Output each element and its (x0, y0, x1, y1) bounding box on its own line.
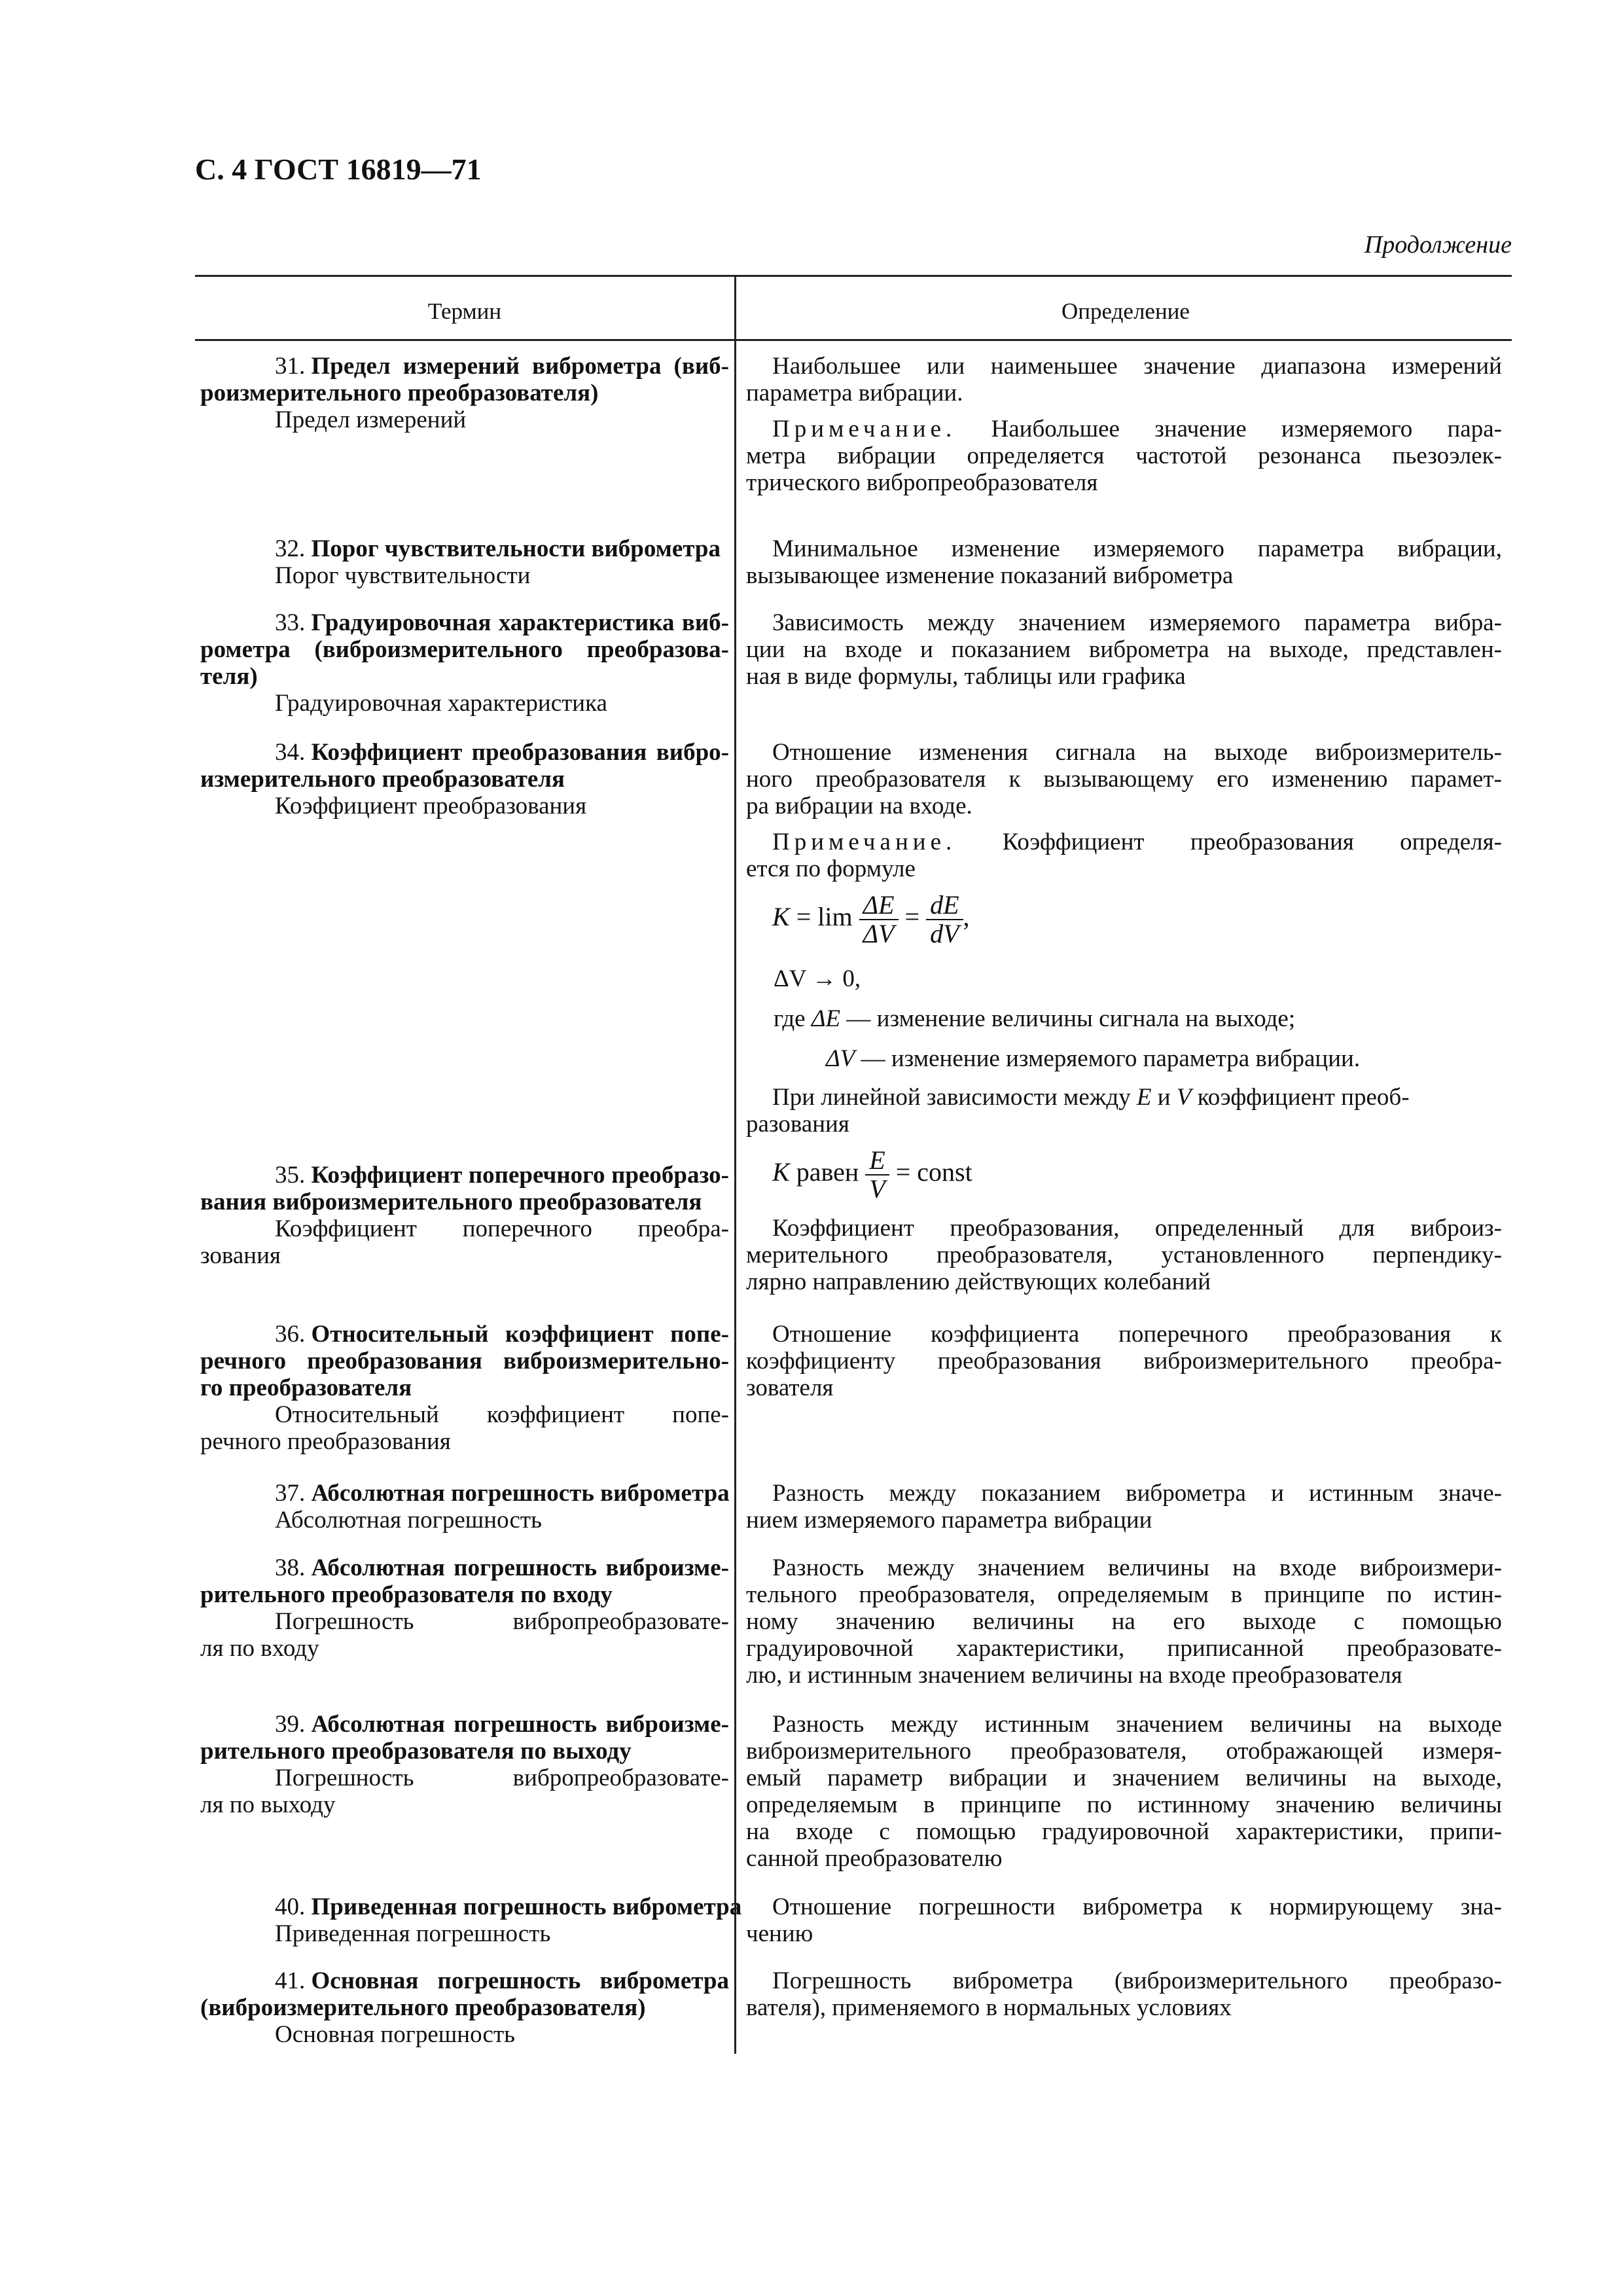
def-note-line: Примечание. Наибольшее значение измеряемого пара- (772, 416, 1502, 442)
term-32 (200, 535, 729, 589)
definition-33 (746, 609, 1502, 690)
table-header-rule (195, 339, 1512, 341)
def-line: виброизмерительного преобразователя, отображающей измеря- (746, 1738, 1502, 1765)
def-line: на входе с помощью градуировочной характеристики, припи- (746, 1818, 1502, 1845)
term-line: 36. Относительный коэффициент попе- (275, 1321, 729, 1348)
def-line: чению (746, 1920, 813, 1947)
def-line: тельного преобразователя, определяемым в принципе по истин- (746, 1581, 1502, 1608)
term-synonym: Основная погрешность (275, 2021, 515, 2048)
term-synonym: ля по входу (200, 1635, 319, 1662)
definition-39 (746, 1711, 1502, 1872)
term-line: 38. Абсолютная погрешность виброизме- (275, 1554, 729, 1581)
def-note-line: метра вибрации определяется частотой резонанса пьезоэлек- (746, 442, 1502, 469)
definition-40 (746, 1893, 1502, 1947)
def-line: лю, и истинным значением величины на входе преобразователя (746, 1662, 1402, 1689)
def-line: При линейной зависимости между E и V коэффициент преоб- (772, 1084, 1410, 1111)
definition-32 (746, 535, 1502, 589)
formula-transfer-coefficient: K = lim $\frac{\Delta E}{\Delta V}$ = $\frac{dE}{dV}$ , (772, 890, 970, 948)
term-31 (200, 353, 729, 433)
def-line: Зависимость между значением измеряемого параметра вибра- (772, 609, 1502, 636)
term-line: рительного преобразователя по выходу (200, 1738, 632, 1765)
def-line: коэффициенту преобразования виброизмерительного преобра- (746, 1348, 1502, 1374)
term-36 (200, 1321, 729, 1455)
definition-31 (746, 353, 1502, 496)
definition-35 (746, 1215, 1502, 1295)
term-line: рометра (виброизмерительного преобразова- (200, 636, 729, 663)
def-line: Разность между истинным значением величины на выходе (772, 1711, 1502, 1738)
term-line: вания виброизмерительного преобразователя (200, 1189, 702, 1215)
def-line: лярно направлению действующих колебаний (746, 1268, 1211, 1295)
term-34 (200, 739, 729, 819)
def-note-line: ется по формуле (746, 855, 916, 882)
def-line: Коэффициент преобразования, определенный для виброиз- (772, 1215, 1502, 1242)
term-line: рительного преобразователя по входу (200, 1581, 613, 1608)
def-line: разования (746, 1111, 849, 1138)
term-line: 32. Порог чувствительности виброметра (275, 535, 721, 562)
def-line: санной преобразователю (746, 1845, 1003, 1872)
term-line: теля) (200, 663, 258, 690)
formula-linear-case: K равен $\frac{E}{V}$ = const (772, 1145, 972, 1204)
term-line: 35. Коэффициент поперечного преобразо- (275, 1162, 729, 1189)
def-note-line: Примечание. Коэффициент преобразования определя- (772, 829, 1502, 855)
definition-41 (746, 1967, 1502, 2021)
term-33 (200, 609, 729, 717)
def-line: Погрешность виброметра (виброизмерительного преобразо- (772, 1967, 1502, 1994)
definition-36 (746, 1321, 1502, 1401)
def-line: определяемым в принципе по истинному значению величины (746, 1791, 1502, 1818)
def-line: ному значению величины на его выходе с помощью (746, 1608, 1502, 1635)
def-note-line: трического вибропреобразователя (746, 469, 1098, 496)
term-synonym: Порог чувствительности (275, 562, 531, 589)
table-column-divider (734, 276, 736, 2054)
term-line: 39. Абсолютная погрешность виброизме- (275, 1711, 729, 1738)
definition-37 (746, 1480, 1502, 1534)
def-line: зователя (746, 1374, 834, 1401)
term-synonym: зования (200, 1242, 281, 1269)
term-line: 40. Приведенная погрешность виброметра (275, 1893, 742, 1920)
def-line: Отношение погрешности виброметра к нормирующему зна- (772, 1893, 1502, 1920)
term-line: измерительного преобразователя (200, 766, 565, 793)
term-line: (виброизмерительного преобразователя) (200, 1994, 646, 2021)
def-line: вызывающее изменение показаний виброметра (746, 562, 1234, 589)
formula-limit-condition: ΔV → 0, (774, 965, 861, 992)
def-line: Разность между показанием виброметра и истинным значе- (772, 1480, 1502, 1507)
term-synonym: речного преобразования (200, 1428, 451, 1455)
term-synonym: Градуировочная характеристика (275, 690, 607, 717)
def-line: мерительного преобразователя, установленного перпендику- (746, 1242, 1502, 1268)
term-40 (200, 1893, 742, 1947)
term-line: го преобразователя (200, 1374, 412, 1401)
def-line: нием измеряемого параметра вибрации (746, 1507, 1152, 1534)
term-synonym: Предел измерений (275, 406, 467, 433)
term-line: 34. Коэффициент преобразования вибро- (275, 739, 729, 766)
term-synonym: Коэффициент преобразования (275, 793, 587, 819)
term-line: 31. Предел измерений виброметра (виб- (275, 353, 729, 380)
table-top-rule (195, 275, 1512, 277)
term-synonym: Приведенная погрешность (275, 1920, 551, 1947)
term-synonym: ля по выходу (200, 1791, 336, 1818)
definition-34-linear (746, 1084, 1502, 1138)
def-line: Отношение коэффициента поперечного преобразования к (772, 1321, 1502, 1348)
def-line: емый параметр вибрации и значением величины на выходе, (746, 1765, 1502, 1791)
def-line: Минимальное изменение измеряемого параметра вибрации, (772, 535, 1502, 562)
term-synonym: Погрешность вибропреобразовате- (275, 1765, 729, 1791)
column-header-term: Термин (427, 298, 502, 324)
page-header: С. 4 ГОСТ 16819—71 (195, 152, 482, 186)
term-35 (200, 1162, 729, 1269)
term-39 (200, 1711, 729, 1818)
term-line: речного преобразования виброизмерительно- (200, 1348, 729, 1374)
term-synonym: Относительный коэффициент попе- (275, 1401, 729, 1428)
term-38 (200, 1554, 729, 1662)
def-line: Наибольшее или наименьшее значение диапазона измерений (772, 353, 1502, 380)
term-synonym: Коэффициент поперечного преобра- (275, 1215, 729, 1242)
term-line: 37. Абсолютная погрешность виброметра (275, 1480, 730, 1507)
def-line: ции на входе и показанием виброметра на выходе, представлен- (746, 636, 1502, 663)
term-line: 33. Градуировочная характеристика виб- (275, 609, 729, 636)
term-line: роизмерительного преобразователя) (200, 380, 599, 406)
continuation-label: Продолжение (1364, 231, 1512, 259)
formula-where-line-2: ΔV — изменение измеряемого параметра вибрации. (826, 1045, 1361, 1072)
term-37 (200, 1480, 729, 1534)
term-synonym: Абсолютная погрешность (275, 1507, 542, 1534)
formula-where-line-1: где ΔE — изменение величины сигнала на выходе; (774, 1005, 1296, 1032)
term-41 (200, 1967, 729, 2048)
term-line: 41. Основная погрешность виброметра (275, 1967, 729, 1994)
def-line: Разность между значением величины на входе виброизмери- (772, 1554, 1502, 1581)
def-line: ная в виде формулы, таблицы или графика (746, 663, 1186, 690)
def-line: ра вибрации на входе. (746, 793, 972, 819)
column-header-definition: Определение (1061, 298, 1190, 324)
def-line: ного преобразователя к вызывающему его изменению парамет- (746, 766, 1502, 793)
def-line: градуировочной характеристики, приписанной преобразовате- (746, 1635, 1502, 1662)
definition-34 (746, 739, 1502, 882)
definition-38 (746, 1554, 1502, 1689)
def-line: параметра вибрации. (746, 380, 963, 406)
term-synonym: Погрешность вибропреобразовате- (275, 1608, 729, 1635)
def-line: вателя), применяемого в нормальных условиях (746, 1994, 1232, 2021)
def-line: Отношение изменения сигнала на выходе виброизмеритель- (772, 739, 1502, 766)
